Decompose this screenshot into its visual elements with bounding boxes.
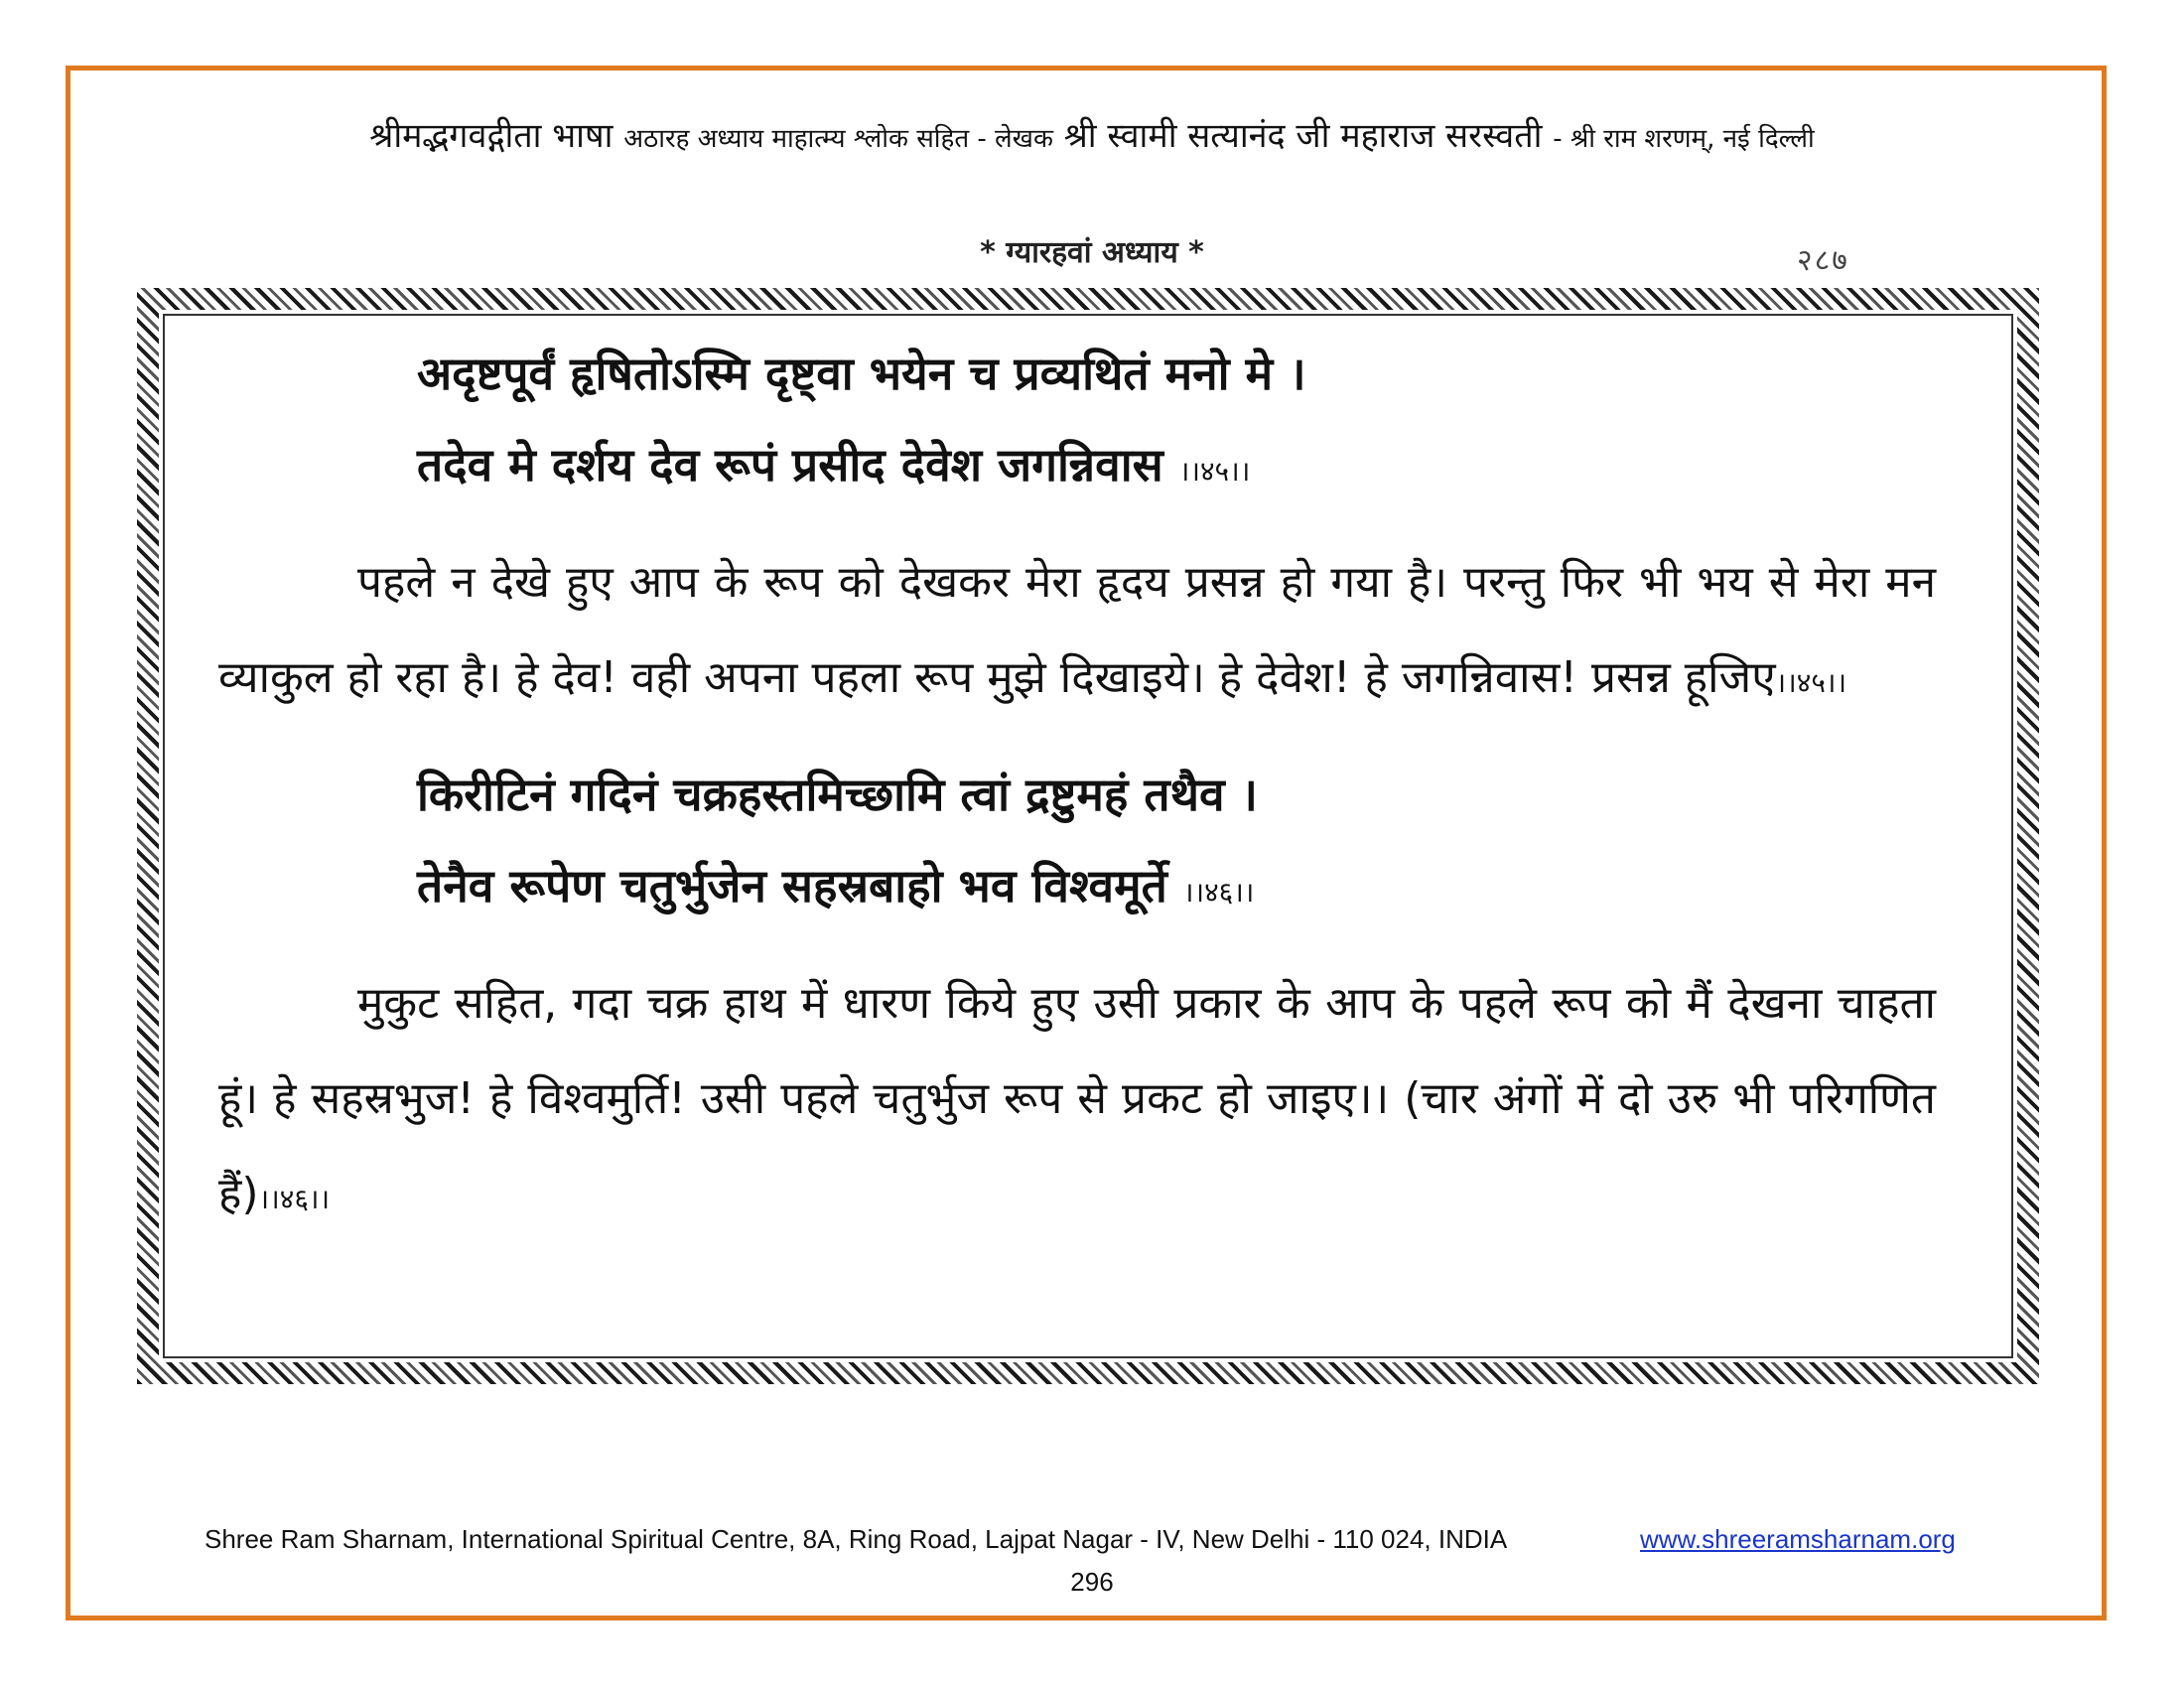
- verse-45-line-2: [417, 419, 1936, 517]
- book-subtitle: अठारह अध्याय माहात्म्य श्लोक सहित - लेखक: [623, 124, 1053, 154]
- page-number: 296: [1070, 1567, 1114, 1597]
- translation-45: [218, 535, 1936, 731]
- translation-46-number: ।।४६।।: [258, 1183, 331, 1215]
- translation-46-text: मुकुट सहित, गदा चक्र हाथ में धारण किये हुए उसी प्रकार के आप के पहले रूप को मैं देखना चाहता हूं। हे सहस्रभुज! हे विश्वमुर्ति! उसी पहले चतुर्भुज रूप से प्रकट हो जाइए।। (चार अंगों में दो उरु भी परिगणित हैं): [218, 978, 1936, 1219]
- footer-address: Shree Ram Sharnam, International Spiritual Centre, 8A, Ring Road, Lajpat Nagar - IV, New Delhi - 110 024, INDIA: [205, 1524, 1508, 1554]
- book-title: श्रीमद्भगवद्गीता भाषा: [369, 116, 614, 156]
- verse-46-line-1: किरीटिनं गदिनं चक्रहस्तमिच्छामि त्वां द्रष्टुमहं तथैव ।: [417, 768, 1258, 821]
- page-header: [99, 111, 2085, 157]
- translation-46: [218, 956, 1936, 1247]
- scan-page-number: २८७: [1797, 243, 1849, 278]
- verse-45-line-1: अदृष्टपूर्वं हृषितोऽस्मि दृष्ट्वा भयेन च प्रव्यथितं मनो मे ।: [417, 347, 1306, 400]
- book-author: श्री स्वामी सत्यानंद जी महाराज सरस्वती: [1063, 116, 1543, 156]
- translation-45-number: ।।४५।।: [1775, 666, 1847, 699]
- translation-45-text: पहले न देखे हुए आप के रूप को देखकर मेरा हृदय प्रसन्न हो गया है। परन्तु फिर भी भय से मेरा मन व्याकुल हो रहा है। हे देव! वही अपना पहला रूप मुझे दिखाइये। हे देवेश! हे जगन्निवास! प्रसन्न हूजिए: [218, 557, 1936, 703]
- website-link[interactable]: www.shreeramsharnam.org: [1640, 1524, 1956, 1554]
- chapter-heading: * ग्यारहवां अध्याय *: [980, 235, 1204, 270]
- verse-46-text: तेनैव रूपेण चतुर्भुजेन सहस्रबाहो भव विश्वमूर्ते: [417, 859, 1167, 913]
- verse-45-text: तदेव मे दर्शय देव रूपं प्रसीद देवेश जगन्निवास: [417, 438, 1163, 492]
- scanned-page-content: [218, 328, 1936, 1265]
- verse-45-number: ।।४५।।: [1178, 455, 1251, 488]
- book-publisher: - श्री राम शरणम्, नई दिल्ली: [1553, 124, 1815, 154]
- verse-46-number: ।।४६।।: [1182, 876, 1255, 909]
- verse-46-line-2: [417, 840, 1936, 938]
